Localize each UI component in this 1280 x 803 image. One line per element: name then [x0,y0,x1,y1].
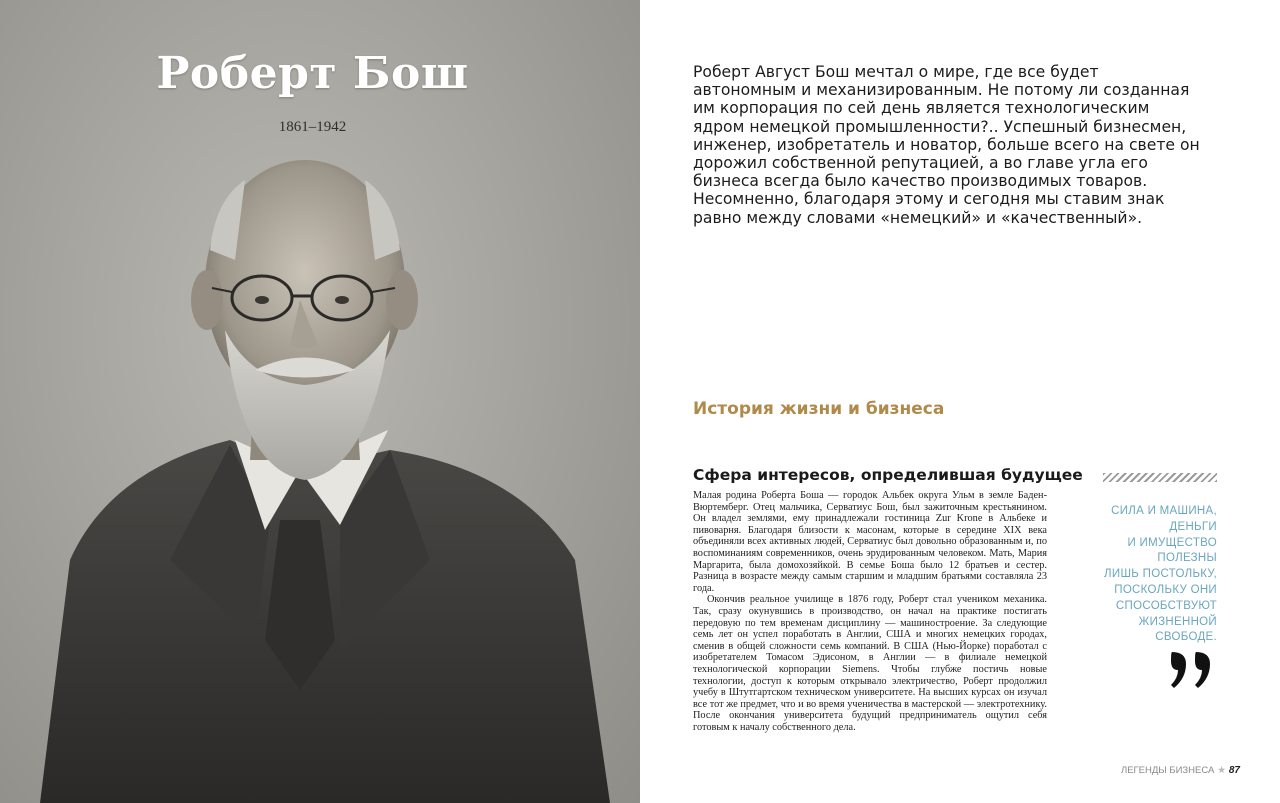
pull-quote [1080,504,1217,646]
pull-quote-line: СИЛА И МАШИНА, [1111,505,1217,517]
pull-quote-line: ЛИШЬ ПОСТОЛЬКУ, [1104,568,1217,581]
pull-quote-line: СВОБОДЕ. [1155,631,1217,644]
body-paragraph: Окончив реальное училище в 1876 году, Роберт стал учеником механика. Так, сразу окунувшись в производство, он начал на практике постигать передовую по тем временам дисциплину — машиностроение. За следующие семь лет он успел поработать в Англии, США и многих немецких городах, сменив в общей сложности семь компаний. В США (Нью-Йорке) поработал с изобретателем Томасом Эдисоном, в Англии — в филиале немецкой технологической корпорации Siemens. Чтобы глубже постичь новые технологии, доступ к которым открывало электричество, Роберт продолжил учебу в Штутгартском техническом университете. На высших курсах он изучал все тот же предмет, что и во время ученичества в мастерской — электротехнику. После окончания университета будущий предприниматель ощутил себя готовым к началу собственного дела. [693,594,1047,733]
pull-quote-line: ЖИЗНЕННОЙ [1138,615,1217,628]
closing-quote-icon [1168,650,1218,700]
star-icon: ★ [1217,765,1226,776]
section-title: История жизни и бизнеса [693,399,945,419]
article-body [693,490,1047,733]
lead-paragraph: Роберт Август Бош мечтал о мире, где все будет автономным и механизированным. Не потому ли созданная им корпорация по сей день является технологическим ядром немецкой промышленности?.. Успешный бизнесмен, инженер, изобретатель и новатор, больше всего на свете он дорожил собственной репутацией, а во главе угла его бизнеса всегда было качество производимых товаров. Несомненно, благодаря этому и сегодня мы ставим знак равно между словами «немецкий» и «качественный». [693,63,1200,227]
decorative-hatch-divider [1103,473,1217,482]
person-name: Роберт Бош [156,48,469,99]
page-number: 87 [1228,765,1240,776]
pull-quote-line: И ИМУЩЕСТВО [1127,536,1217,549]
page-footer [1100,765,1240,776]
pull-quote-line: ПОЛЕЗНЫ [1157,552,1217,565]
pull-quote-line: ДЕНЬГИ [1169,520,1217,533]
pull-quote-line: ПОСКОЛЬКУ ОНИ [1114,583,1217,596]
subsection-title: Сфера интересов, определившая будущее [693,466,1083,484]
body-paragraph: Малая родина Роберта Боша — городок Альбек округа Ульм в земле Баден-Вюртемберг. Отец мальчика, Серватиус Бош, был зажиточным крестьянином. Он владел землями, ему принадлежали гостиница Zur Krone в Альбеке и пивоварня. Благодаря близости к масонам, которые в середине XIX века объединяли всех активных людей, Серватиус был довольно образованным и, по воспоминаниям современников, очень эрудированным человеком. Мать, Мария Маргарита, была домохозяйкой. В семье Боша было 12 братьев и сестер. Разница в возрасте между самым старшим и младшим братьями составляла 23 года. [693,490,1047,594]
pull-quote-line: СПОСОБСТВУЮТ [1115,599,1217,612]
life-years: 1861–1942 [278,119,347,135]
footer-section-label: ЛЕГЕНДЫ БИЗНЕСА [1120,765,1215,776]
